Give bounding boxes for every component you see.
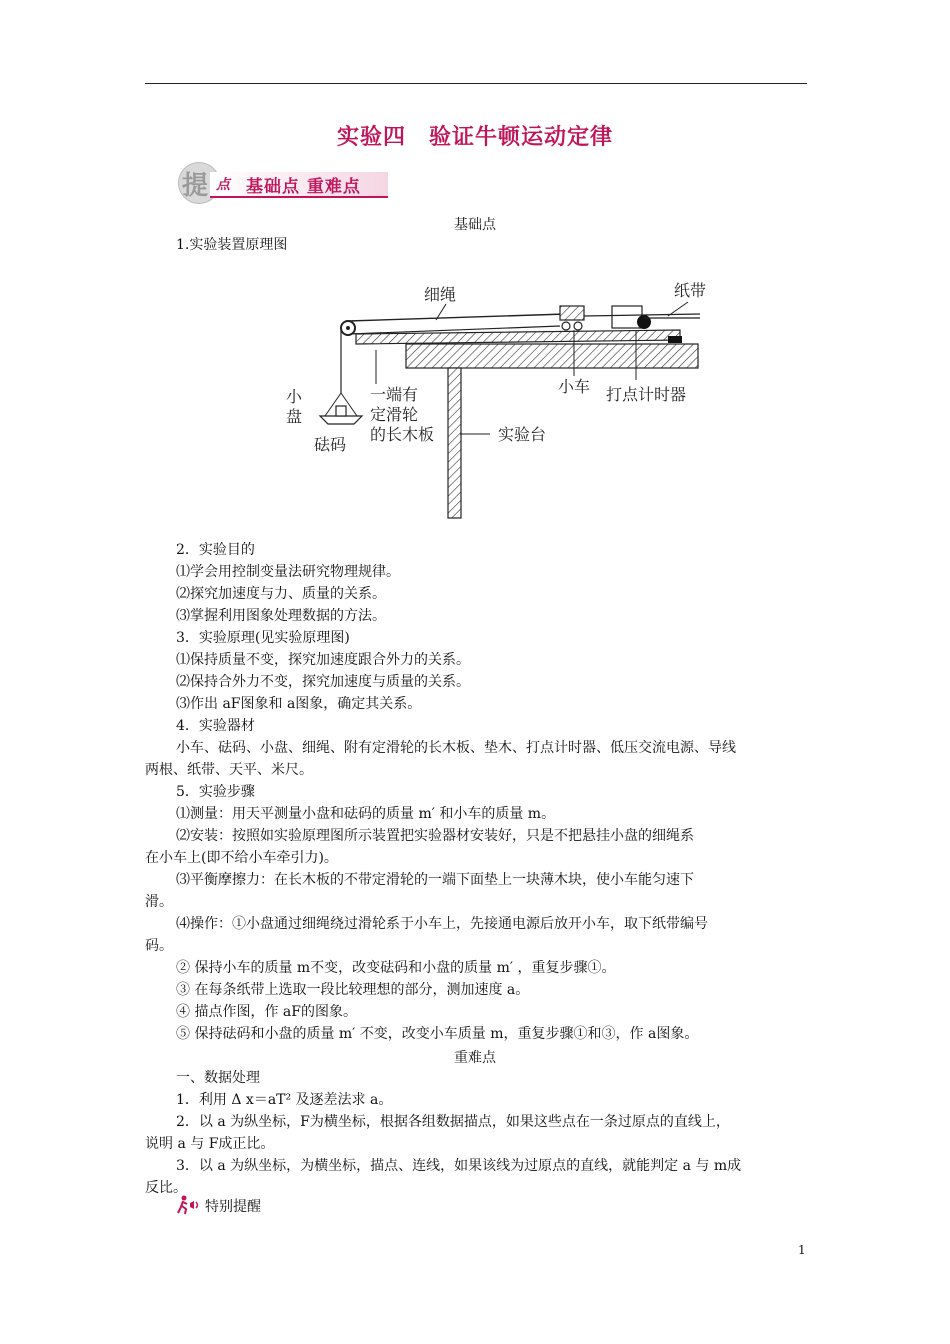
label-pan-2: 盘	[286, 407, 303, 426]
text-line: ⑵探究加速度与力、质量的关系。	[176, 586, 386, 602]
label-timer: 打点计时器	[606, 385, 687, 404]
text-line: 反比。	[145, 1180, 187, 1196]
label-weight: 砝码	[314, 435, 347, 454]
banner-badge-glyph: 提	[182, 171, 209, 201]
shim-block	[668, 336, 682, 343]
label-board-3: 的长木板	[370, 425, 435, 444]
text-line: ④ 描点作图，作 aF的图象。	[176, 1004, 357, 1020]
table-top	[406, 344, 698, 368]
text-line: 滑。	[145, 894, 173, 910]
text-line: ⑴学会用控制变量法研究物理规律。	[176, 564, 400, 580]
rope-line	[348, 314, 566, 321]
tip-runner-icon	[176, 1195, 202, 1215]
section-heading-hard: 重难点	[454, 1050, 496, 1066]
text-line: 2．以 a 为纵坐标，F为横坐标，根据各组数据描点，如果这些点在一条过原点的直线上，	[176, 1114, 730, 1130]
section-banner	[176, 162, 392, 202]
text-line: 3．实验原理(见实验原理图)	[176, 630, 350, 646]
text-line: ⑵安装：按照如实验原理图所示装置把实验器材安装好，只是不把悬挂小盘的细绳系	[176, 828, 694, 844]
tip-label: 特别提醒	[205, 1199, 261, 1215]
text-line: ⑴保持质量不变，探究加速度跟合外力的关系。	[176, 652, 470, 668]
text-line: ⑵保持合外力不变，探究加速度与质量的关系。	[176, 674, 470, 690]
section-heading-basic: 基础点	[454, 217, 496, 233]
text-line: ② 保持小车的质量 m不变，改变砝码和小盘的质量 m′ ，重复步骤①。	[176, 960, 616, 976]
page-title: 实验四 验证牛顿运动定律	[336, 125, 613, 150]
text-line: 小车、砝码、小盘、细绳、附有定滑轮的长木板、垫木、打点计时器、低压交流电源、导线	[176, 740, 736, 756]
text-line: ⑶平衡摩擦力：在长木板的不带定滑轮的一端下面垫上一块薄木块，使小车能匀速下	[176, 872, 694, 888]
text-line: 2．实验目的	[176, 542, 255, 558]
label-table: 实验台	[498, 425, 547, 444]
page-number: 1	[798, 1243, 806, 1257]
text-line: ③ 在每条纸带上选取一段比较理想的部分，测加速度 a。	[176, 982, 530, 998]
text-line: 1．利用 Δ x＝aT² 及逐差法求 a。	[176, 1092, 393, 1108]
text-line: 说明 a 与 F成正比。	[145, 1136, 275, 1152]
label-pan-1: 小	[286, 387, 303, 406]
header-rule	[145, 83, 807, 84]
banner-label: 基础点 重难点	[246, 177, 361, 197]
text-line: 两根、纸带、天平、米尺。	[145, 762, 313, 778]
text-line: 5．实验步骤	[176, 784, 255, 800]
label-rope: 细绳	[424, 285, 457, 304]
text-line: 码。	[145, 938, 173, 954]
text-line: 一、数据处理	[176, 1070, 260, 1086]
timer-icon	[612, 306, 642, 328]
text-line: ⑶作出 aF图象和 a图象，确定其关系。	[176, 696, 422, 712]
apparatus-diagram	[260, 268, 724, 536]
banner-small-label: 点	[216, 177, 230, 193]
label-tape: 纸带	[674, 281, 707, 300]
item-1-heading: 1.实验装置原理图	[176, 237, 288, 253]
text-line: 在小车上(即不给小车牵引力)。	[145, 850, 338, 866]
text-line: ⑶掌握利用图象处理数据的方法。	[176, 608, 386, 624]
label-board-1: 一端有	[370, 385, 419, 404]
table-leg	[448, 368, 461, 518]
text-line: 4．实验器材	[176, 718, 255, 734]
text-line: ⑴测量：用天平测量小盘和砝码的质量 m′ 和小车的质量 m。	[176, 806, 556, 822]
text-line: ⑤ 保持砝码和小盘的质量 m′ 不变，改变小车质量 m，重复步骤①和③，作 a图象。	[176, 1026, 699, 1042]
weight-icon	[336, 406, 346, 416]
cart-icon	[560, 306, 584, 320]
label-board-2: 定滑轮	[370, 405, 419, 424]
text-line: ⑷操作：①小盘通过细绳绕过滑轮系于小车上，先接通电源后放开小车，取下纸带编号	[176, 916, 708, 932]
pan-icon	[320, 416, 362, 424]
text-line: 3．以 a 为纵坐标，为横坐标，描点、连线，如果该线为过原点的直线，就能判定 a 与 m成	[176, 1158, 742, 1174]
label-cart: 小车	[558, 377, 591, 396]
